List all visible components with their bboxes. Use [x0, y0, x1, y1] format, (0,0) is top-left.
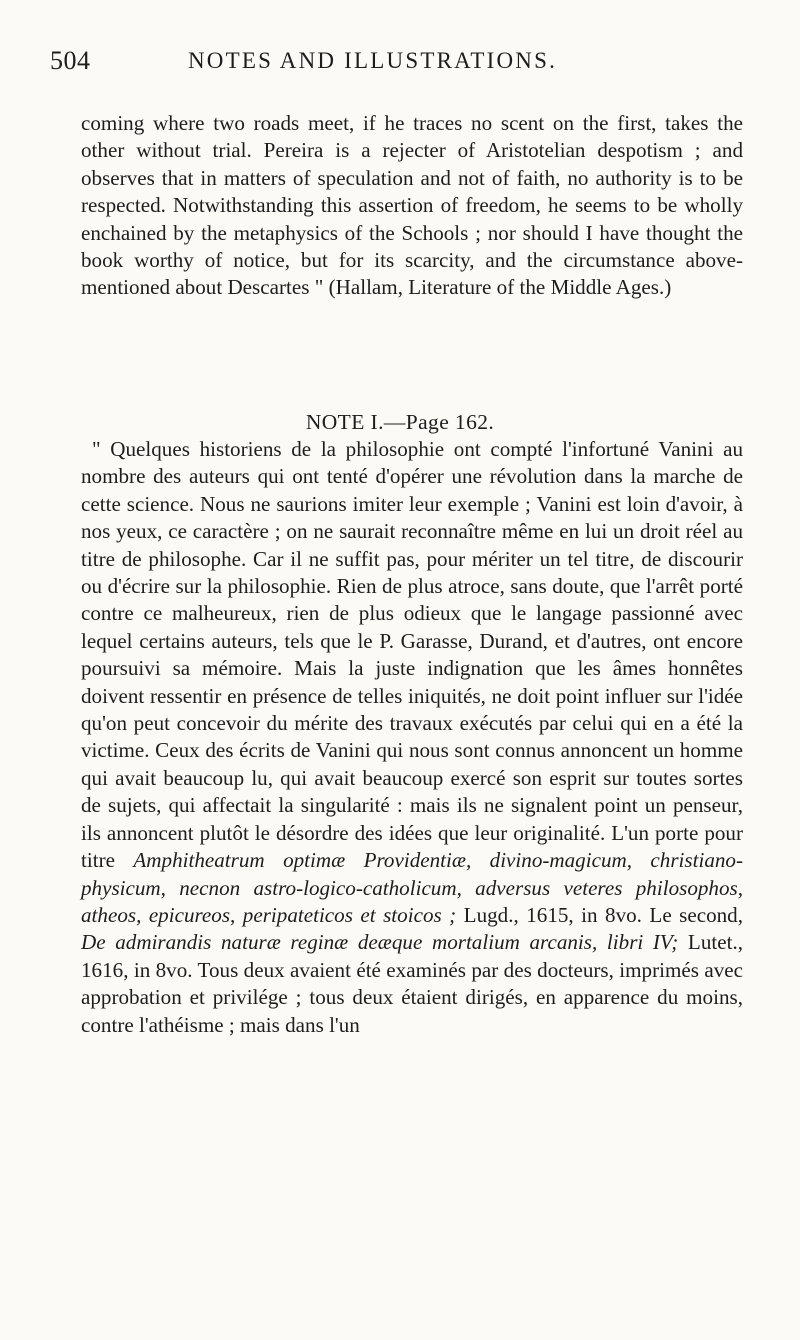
note-text-between-titles: Lugd., 1615, in 8vo. Le second, — [456, 902, 744, 927]
note-text-before-titles: " Quelques historiens de la philosophie ont compté l'infortuné Vanini au nombre des auteurs qui ont tenté d'opérer une révolution dans la marche de cette science. Nous ne saurions imiter leur exemple ; Vanini est loin d'avoir, à nos yeux, ce caractère ; on ne saurait reconnaître même en lui un droit réel au titre de philosophe. Car il ne suffit pas, pour mériter un tel titre, de discourir ou d'écrire sur la philosophie. Rien de plus atroce, sans doute, que l'arrêt porté contre ce malheureux, rien de plus odieux que le langage passionné avec lequel certains auteurs, tels que le P. Garasse, Durand, et d'autres, ont encore poursuivi sa mémoire. Mais la juste indignation que les âmes honnêtes doivent ressentir en présence de telles iniquités, ne doit point influer sur l'idée qu'on peut concevoir du mérite des travaux exécutés par celui qui en a été la victime. Ceux des écrits de Vanini qui nous sont connus annoncent un homme qui avait beaucoup lu, qui avait beaucoup exercé son esprit sur toutes sortes de sujets, qui affectait la singularité : mais ils ne signalent point un penseur, ils annoncent plutôt le désordre des idées que leur originalité. L'un porte pour titre — [81, 437, 743, 873]
note-heading: NOTE I.—Page 162. — [305, 410, 495, 434]
running-title: NOTES AND ILLUSTRATIONS. — [188, 48, 558, 73]
note-heading-container — [0, 410, 800, 435]
note-paragraph — [81, 436, 743, 1039]
note-paragraph-block — [81, 436, 743, 1039]
italic-book-title-second: De admirandis naturæ reginæ deæque mortalium arcanis, libri IV; — [81, 930, 679, 955]
continued-paragraph-block — [81, 110, 743, 302]
page-number: 504 — [50, 46, 91, 75]
running-header — [50, 46, 750, 86]
italic-book-title-first: Amphitheatrum optimæ Providentiæ, divino-magicum, christiano-physicum, necnon astro-logico-catholicum, adversus veteres philosophos, atheos, epicureos, peripateticos et stoicos ; — [81, 848, 743, 927]
note-text-after-titles: Lutet., 1616, in 8vo. Tous deux avaient été examinés par des docteurs, imprimés avec approbation et privilége ; tous deux étaient dirigés, en apparence du moins, contre l'athéisme ; mais dans l'un — [81, 930, 743, 1037]
continued-paragraph: coming where two roads meet, if he traces no scent on the first, takes the other without trial. Pereira is a rejecter of Aristotelian despotism ; and observes that in matters of speculation and not of faith, no authority is to be respected. Notwithstanding this assertion of freedom, he seems to be wholly enchained by the metaphysics of the Schools ; nor should I have thought the book worthy of notice, but for its scarcity, and the circumstance above-mentioned about Descartes " (Hallam, Literature of the Middle Ages.) — [81, 111, 743, 300]
